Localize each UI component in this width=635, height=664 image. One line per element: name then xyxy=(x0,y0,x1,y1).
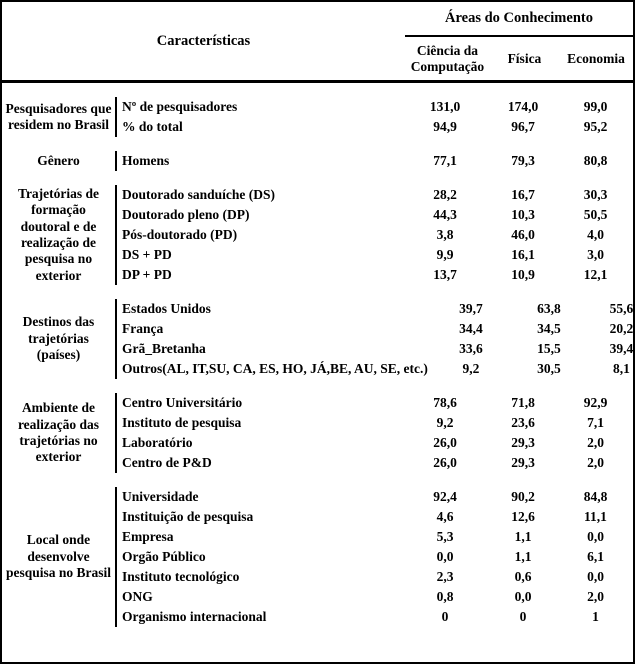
table-group xyxy=(2,393,633,473)
table-header xyxy=(2,2,633,80)
column-header-economia: Economia xyxy=(567,51,625,67)
cell-fi: 30,5 xyxy=(537,361,561,376)
cell-cc: 131,0 xyxy=(429,99,461,114)
cell-fi: 1,1 xyxy=(514,549,532,564)
row-label: ONG xyxy=(122,589,153,604)
cell-cc: 9,9 xyxy=(436,247,454,262)
cell-cc: 0,8 xyxy=(436,589,454,604)
cell-ec: 6,1 xyxy=(587,549,604,564)
table-row xyxy=(117,567,633,587)
row-label: Empresa xyxy=(122,529,174,544)
table-row xyxy=(117,487,633,507)
row-label: Pós-doutorado (PD) xyxy=(122,227,238,242)
cell-cc: 26,0 xyxy=(433,435,457,450)
row-label: Homens xyxy=(122,153,170,168)
cell-ec: 0,0 xyxy=(587,529,604,544)
group-rows xyxy=(115,97,633,137)
cell-ec: 11,1 xyxy=(584,509,607,524)
group-rows xyxy=(115,185,633,285)
group-label: Gênero xyxy=(37,152,80,168)
group-label: Ambiente de realização das trajetórias no exterior xyxy=(17,400,100,465)
cell-ec: 55,6 xyxy=(609,301,634,316)
cell-ec: 0,0 xyxy=(587,569,604,584)
column-header-ciencia-da-computacao: Ciência da Computação xyxy=(410,43,485,74)
row-label: Estados Unidos xyxy=(122,301,211,316)
cell-cc: 5,3 xyxy=(436,529,454,544)
cell-ec: 99,0 xyxy=(583,99,608,114)
cell-fi: 174,0 xyxy=(507,99,539,114)
cell-ec: 4,0 xyxy=(587,227,604,242)
cell-ec: 2,0 xyxy=(587,589,604,604)
cell-fi: 23,6 xyxy=(511,415,535,430)
cell-ec: 20,2 xyxy=(609,321,634,336)
group-label: Trajetórias de formação doutoral e de realização de pesquisa no exterior xyxy=(17,185,100,283)
table-row xyxy=(117,359,635,379)
cell-cc: 0 xyxy=(441,609,449,624)
table-row xyxy=(117,97,633,117)
table-row xyxy=(117,339,635,359)
cell-cc: 78,6 xyxy=(433,395,457,410)
cell-fi: 90,2 xyxy=(511,489,535,504)
cell-fi: 63,8 xyxy=(537,301,561,316)
cell-cc: 13,7 xyxy=(433,267,457,282)
table-row xyxy=(117,433,633,453)
row-label: Doutorado sanduíche (DS) xyxy=(122,187,276,202)
cell-fi: 34,5 xyxy=(537,321,561,336)
row-label: França xyxy=(122,321,164,336)
table-row xyxy=(117,265,633,285)
cell-fi: 96,7 xyxy=(511,119,535,134)
table-row xyxy=(117,299,635,319)
row-label: Doutorado pleno (DP) xyxy=(122,207,250,222)
row-label: Instituto de pesquisa xyxy=(122,415,242,430)
group-spacer xyxy=(2,379,633,393)
cell-cc: 34,4 xyxy=(459,321,483,336)
column-subheaders xyxy=(405,38,633,80)
row-label: Universidade xyxy=(122,489,199,504)
cell-ec: 50,5 xyxy=(583,207,608,222)
table-row xyxy=(117,453,633,473)
cell-cc: 33,6 xyxy=(459,341,483,356)
cell-fi: 16,1 xyxy=(511,247,535,262)
table-row xyxy=(117,205,633,225)
group-spacer xyxy=(2,285,633,299)
row-label: DS + PD xyxy=(122,247,172,262)
group-rows xyxy=(115,487,633,627)
cell-fi: 16,7 xyxy=(511,187,535,202)
row-label: DP + PD xyxy=(122,267,172,282)
cell-cc: 9,2 xyxy=(462,361,480,376)
cell-cc: 44,3 xyxy=(433,207,457,222)
table-row xyxy=(117,151,633,171)
table-row xyxy=(117,587,633,607)
row-label: Orgão Público xyxy=(122,549,206,564)
group-spacer xyxy=(2,137,633,151)
table-group xyxy=(2,299,633,379)
column-header-caracteristicas: Características xyxy=(156,32,251,49)
cell-fi: 29,3 xyxy=(511,435,535,450)
cell-fi: 0 xyxy=(519,609,527,624)
row-label: Laboratório xyxy=(122,435,193,450)
cell-cc: 39,7 xyxy=(459,301,483,316)
cell-cc: 92,4 xyxy=(433,489,457,504)
group-rows xyxy=(115,151,633,171)
cell-cc: 26,0 xyxy=(433,455,457,470)
cell-cc: 28,2 xyxy=(433,187,457,202)
group-spacer xyxy=(2,473,633,487)
table-group xyxy=(2,487,633,627)
column-header-fisica: Física xyxy=(507,51,542,67)
header-group-rule xyxy=(405,35,633,37)
cell-fi: 71,8 xyxy=(511,395,535,410)
cell-fi: 46,0 xyxy=(511,227,535,242)
cell-cc: 77,1 xyxy=(433,153,457,168)
table-row xyxy=(117,245,633,265)
cell-ec: 8,1 xyxy=(612,361,630,376)
column-group-header-areas-do-conhecimento: Áreas do Conhecimento xyxy=(445,9,593,26)
cell-ec: 2,0 xyxy=(587,435,604,450)
cell-ec: 7,1 xyxy=(587,415,604,430)
cell-ec: 1 xyxy=(592,609,599,624)
row-label: % do total xyxy=(122,119,183,134)
row-label: Centro de P&D xyxy=(122,455,212,470)
group-rows xyxy=(115,299,635,379)
table-row xyxy=(117,607,633,627)
cell-cc: 2,3 xyxy=(436,569,454,584)
cell-fi: 12,6 xyxy=(511,509,535,524)
cell-ec: 84,8 xyxy=(583,489,608,504)
table-row xyxy=(117,117,633,137)
row-label: Instituto tecnológico xyxy=(122,569,240,584)
table-body xyxy=(2,83,633,662)
group-spacer xyxy=(2,171,633,185)
table-row xyxy=(117,413,633,433)
cell-fi: 0,0 xyxy=(514,589,532,604)
cell-cc: 4,6 xyxy=(436,509,454,524)
group-spacer xyxy=(2,83,633,97)
cell-fi: 29,3 xyxy=(511,455,535,470)
cell-fi: 1,1 xyxy=(514,529,532,544)
row-label: Outros(AL, IT,SU, CA, ES, HO, JÁ,BE, AU, SE, etc.) xyxy=(122,361,428,376)
row-label: Nº de pesquisadores xyxy=(122,99,238,114)
cell-cc: 3,8 xyxy=(436,227,454,242)
table-row xyxy=(117,225,633,245)
table-group xyxy=(2,97,633,137)
cell-ec: 30,3 xyxy=(583,187,608,202)
row-label: Instituição de pesquisa xyxy=(122,509,254,524)
cell-fi: 10,3 xyxy=(511,207,535,222)
table-row xyxy=(117,527,633,547)
cell-fi: 15,5 xyxy=(537,341,561,356)
table-row xyxy=(117,185,633,205)
group-label: Destinos das trajetórias (países) xyxy=(22,314,95,363)
group-label: Pesquisadores que residem no Brasil xyxy=(5,100,112,132)
cell-cc: 94,9 xyxy=(433,119,457,134)
row-label: Organismo internacional xyxy=(122,609,267,624)
cell-ec: 92,9 xyxy=(583,395,608,410)
cell-ec: 3,0 xyxy=(587,247,604,262)
cell-fi: 10,9 xyxy=(511,267,535,282)
cell-fi: 0,6 xyxy=(514,569,532,584)
group-label: Local onde desenvolve pesquisa no Brasil xyxy=(5,532,112,581)
cell-ec: 95,2 xyxy=(583,119,608,134)
table-group xyxy=(2,185,633,285)
cell-ec: 2,0 xyxy=(587,455,604,470)
cell-fi: 79,3 xyxy=(511,153,535,168)
cell-ec: 39,4 xyxy=(609,341,634,356)
table-group xyxy=(2,151,633,171)
table-row xyxy=(117,393,633,413)
row-label: Centro Universitário xyxy=(122,395,243,410)
cell-cc: 9,2 xyxy=(436,415,454,430)
table-row xyxy=(117,319,635,339)
cell-ec: 12,1 xyxy=(583,267,608,282)
row-label: Grã_Bretanha xyxy=(122,341,206,356)
group-rows xyxy=(115,393,633,473)
cell-ec: 80,8 xyxy=(583,153,608,168)
table-row xyxy=(117,547,633,567)
table-row xyxy=(117,507,633,527)
cell-cc: 0,0 xyxy=(436,549,454,564)
